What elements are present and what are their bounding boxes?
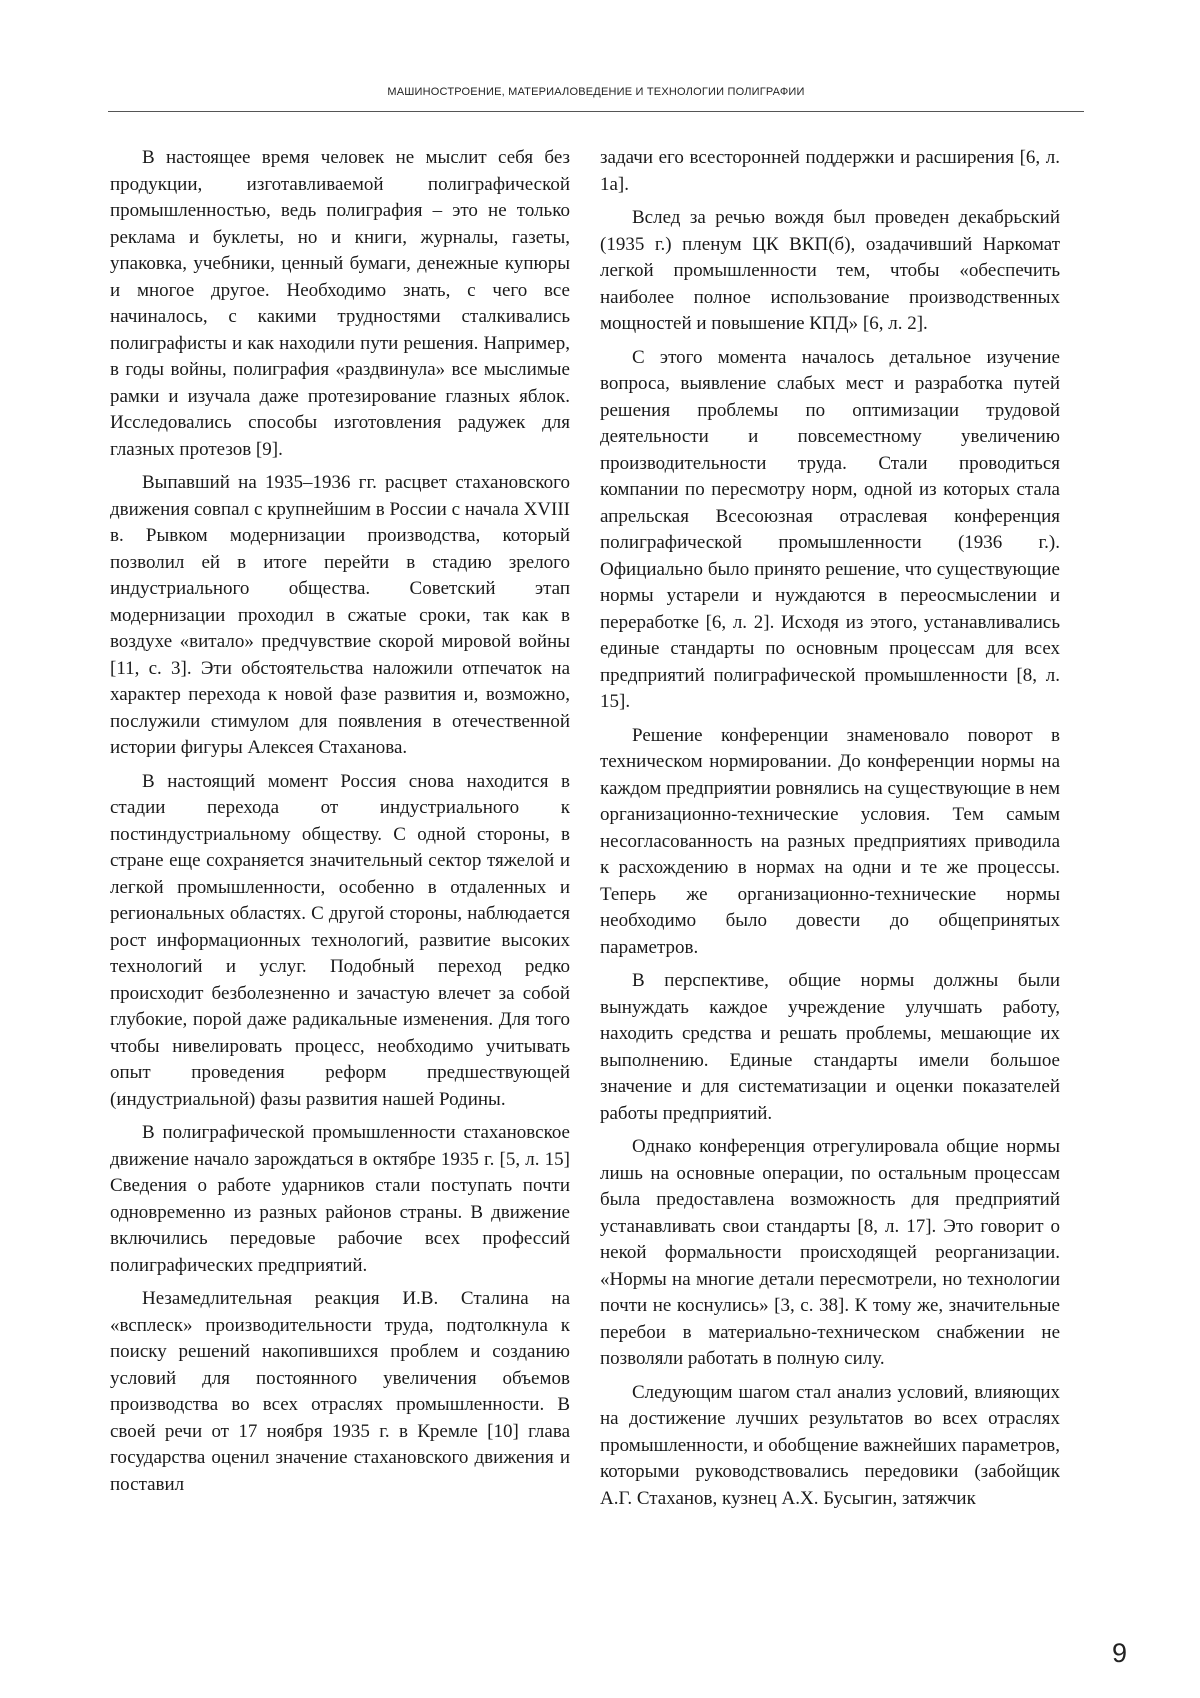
paragraph: В перспективе, общие нормы должны были вынуждать каждое учреждение улучшать работу, находить средства и решать проблемы, мешающие их выполнению. Единые стандарты имели большое значение и для систематизации и оценки показателей работы предприятий.	[600, 970, 1060, 1124]
paragraph: Однако конференция отрегулировала общие нормы лишь на основные операции, по остальным процессам была предоставлена возможность для предприятий устанавливать свои стандарты [8, л. 17]. Это говорит о некой формальности происходящей реорганизации. «Нормы на многие детали пересмотрели, но технологии почти не коснулись» [3, с. 38]. К тому же, значительные перебои в материально-техническом снабжении не позволяли работать в полную силу.	[600, 1136, 1060, 1369]
paragraph: Следующим шагом стал анализ условий, влияющих на достижение лучших результатов во всех отраслях промышленности, и обобщение важнейших параметров, которыми руководствовались передовики (забойщик А.Г. Стаханов, кузнец А.Х. Бусыгин, затяжчик	[600, 1381, 1060, 1509]
journal-section-header: МАШИНОСТРОЕНИЕ, МАТЕРИАЛОВЕДЕНИЕ И ТЕХНОЛОГИИ ПОЛИГРАФИИ	[387, 86, 805, 98]
paragraph: Выпавший на 1935–1936 гг. расцвет стахановского движения совпал с крупнейшим в России с начала XVIII в. Рывком модернизации производства, который позволил ей в итоге перейти в стадию зрелого индустриального общества. Советский этап модернизации проходил в сжатые сроки, так как в воздухе «витало» предчувствие скорой мировой войны [11, с. 3]. Эти обстоятельства наложили отпечаток на характер перехода к новой фазе развития и, возможно, послужили стимулом для появления в отечественной истории фигуры Алексея Стаханова.	[110, 472, 570, 758]
paragraph: В настоящее время человек не мыслит себя без продукции, изготавливаемой полиграфической промышленностью, ведь полиграфия – это не только реклама и буклеты, но и книги, журналы, газеты, упаковка, учебники, ценный бумаги, денежные купюры и многое другое. Необходимо знать, с чего все начиналось, с какими трудностями сталкивались полиграфисты и как находили пути решения. Например, в годы войны, полиграфия «раздвинула» все мыслимые рамки и изучала даже протезирование глазных яблок. Исследовались способы изготовления радужек для глазных протезов [9].	[110, 147, 570, 460]
paragraph: С этого момента началось детальное изучение вопроса, выявление слабых мест и разработка путей решения проблемы по оптимизации трудовой деятельности и повсеместному увеличению производительности труда. Стали проводиться компании по пересмотру норм, одной из которых стала апрельская Всесоюзная отраслевая конференция полиграфической промышленности (1936 г.). Официально было принято решение, что существующие нормы устарели и нуждаются в переосмыслении и переработке [6, л. 2]. Исходя из этого, устанавливались единые стандарты по основным процессам для всех предприятий полиграфической промышленности [8, л. 15].	[600, 346, 1060, 712]
header-divider	[108, 111, 1084, 112]
left-text-column	[110, 145, 570, 1505]
paragraph: Решение конференции знаменовало поворот в техническом нормировании. До конференции нормы на каждом предприятии ровнялись на существующие в нем организационно-технические условия. Тем самым несогласованность на разных предприятиях приводила к расхождению в нормах на одни и те же процессы. Теперь же организационно-технические нормы необходимо было довести до общепринятых параметров.	[600, 724, 1060, 958]
paragraph: В настоящий момент Россия снова находится в стадии перехода от индустриального к постиндустриальному обществу. С одной стороны, в стране еще сохраняется значительный сектор тяжелой и легкой промышленности, особенно в отдаленных и региональных областях. С другой стороны, наблюдается рост информационных технологий, развитие высоких технологий и услуг. Подобный переход редко происходит безболезненно и зачастую влечет за собой глубокие, порой даже радикальные изменения. Для того чтобы нивелировать процесс, необходимо учитывать опыт проведения реформ предшествующей (индустриальной) фазы развития нашей Родины.	[110, 770, 570, 1110]
paragraph: Вслед за речью вождя был проведен декабрьский (1935 г.) пленум ЦК ВКП(б), озадачивший Наркомат легкой промышленности тем, чтобы «обеспечить наиболее полное использование производственных мощностей и повышение КПД» [6, л. 2].	[600, 207, 1060, 334]
right-text-column	[600, 145, 1060, 1519]
page-number: 9	[1112, 1638, 1128, 1668]
paragraph: В полиграфической промышленности стахановское движение начало зарождаться в октябре 1935 г. [5, л. 15] Сведения о работе ударников стали поступать почти одновременно из разных районов страны. В движение включились передовые рабочие всех профессий полиграфических предприятий.	[110, 1122, 570, 1276]
paragraph-continuation: задачи его всесторонней поддержки и расширения [6, л. 1а].	[600, 147, 1060, 195]
paragraph: Незамедлительная реакция И.В. Сталина на «всплеск» производительности труда, подтолкнула к поиску решений накопившихся проблем и созданию условий для постоянного увеличения объемов производства во всех отраслях промышленности. В своей речи от 17 ноября 1935 г. в Кремле [10] глава государства оценил значение стахановского движения и поставил	[110, 1288, 570, 1495]
